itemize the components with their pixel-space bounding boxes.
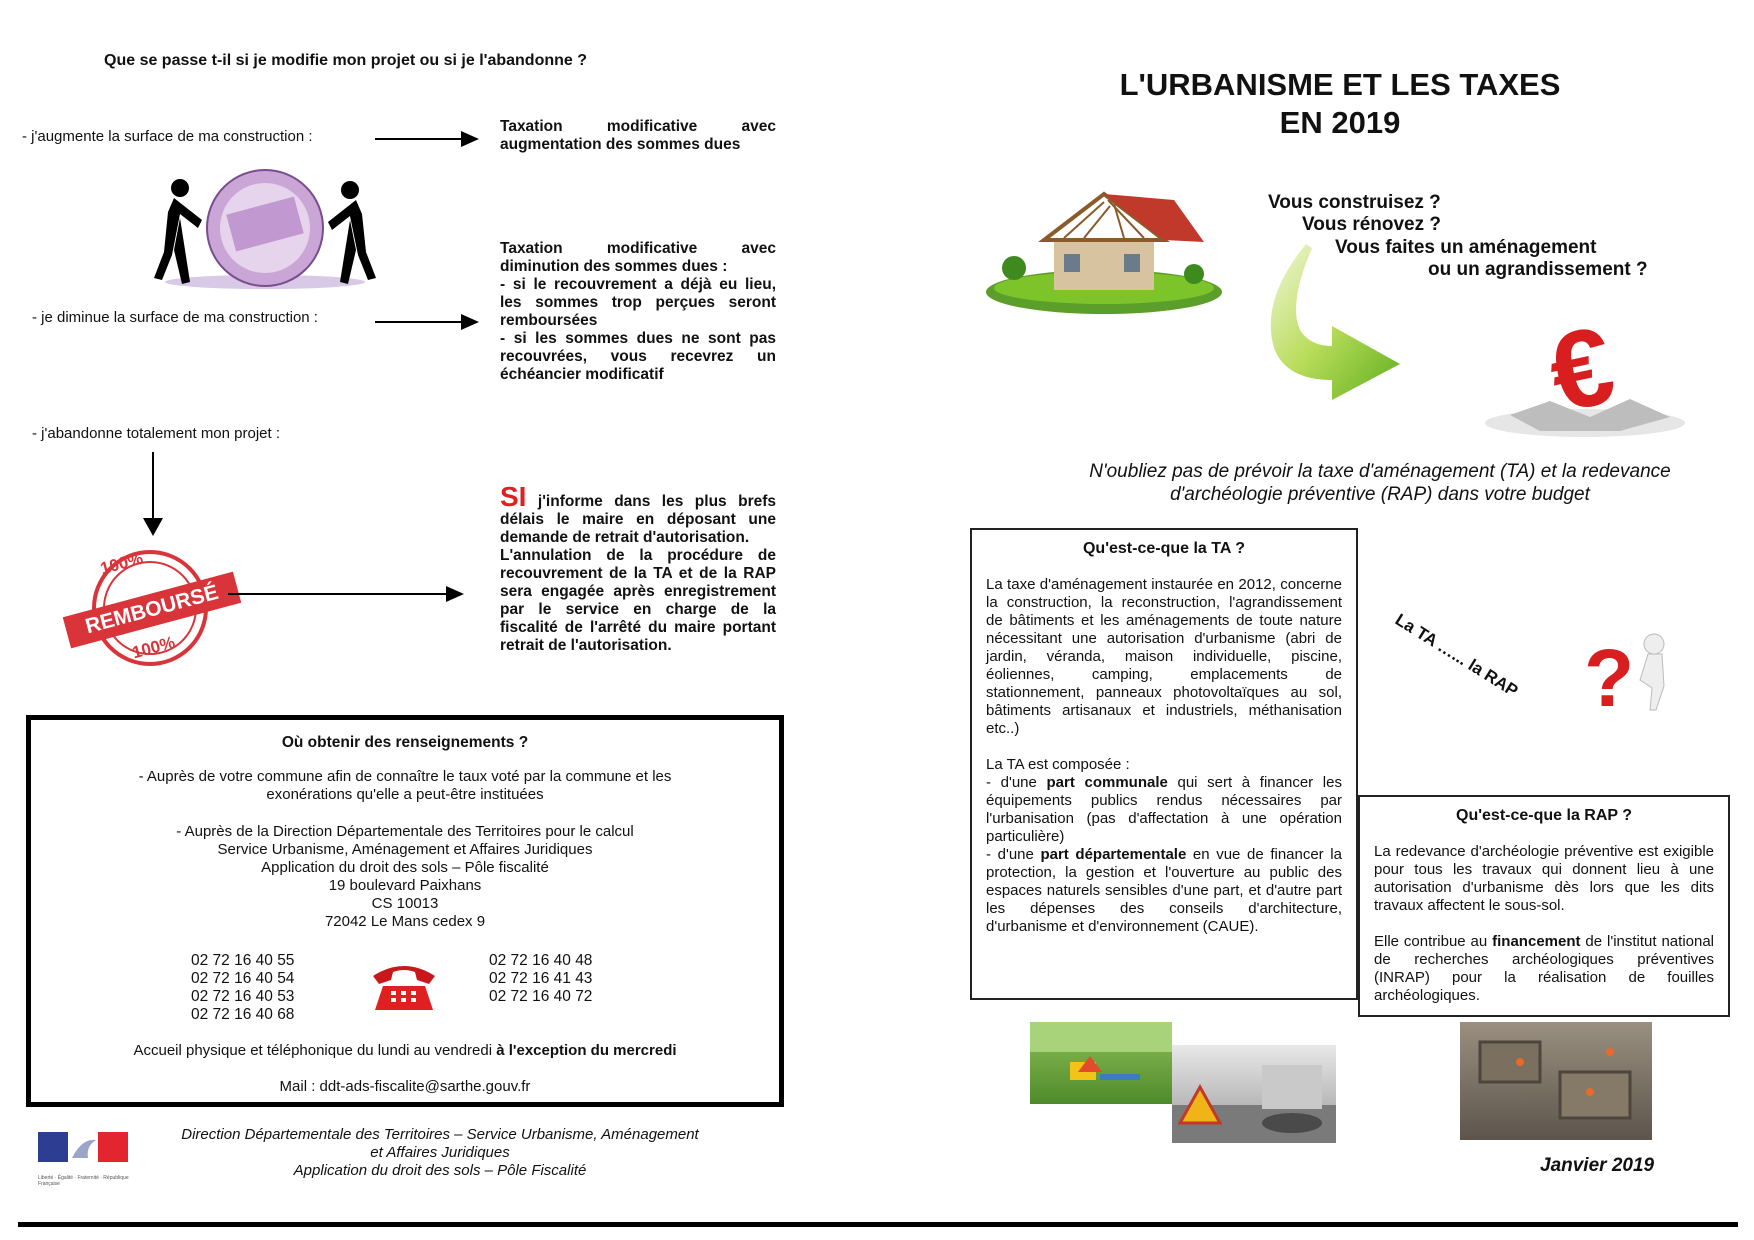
rap-definition: La redevance d'archéologie préventive est exigible pour tous les travaux qui donnent lieu à une autorisation d'urbanisme dès lors que les dits travaux affectent le sous-sol. <box>1374 843 1714 914</box>
stamp-bottom-text: 100% <box>130 632 178 663</box>
case-increase-label: - j'augmente la surface de ma construction : <box>22 128 313 145</box>
info-box <box>26 715 784 1107</box>
euro-crash-image <box>1470 305 1700 445</box>
case-abandon-label: - j'abandonne totalement mon projet : <box>32 425 281 442</box>
budget-reminder: N'oubliez pas de prévoir la taxe d'aménagement (TA) et la redevance d'archéologie préventive (RAP) dans votre budget <box>1089 461 1671 505</box>
ta-rap-label: La TA …... la RAP <box>1391 610 1522 701</box>
info-commune-line2: exonérations qu'elle a peut-être instituées <box>266 786 544 803</box>
money-ball-image <box>150 160 380 290</box>
question-amenagement: Vous faites un aménagement <box>1335 237 1597 258</box>
contact-email[interactable]: Mail : ddt-ads-fiscalite@sarthe.gouv.fr <box>279 1078 531 1095</box>
ta-definition: La taxe d'aménagement instaurée en 2012, concerne la construction, la reconstruction, l'agrandissement de bâtiments et les aménagements de toute nature nécessitant une autorisation d'urbanisme (abri de jardin, véranda, maison individuelle, piscine, éoliennes, camping, emplacements de stationnement, panneaux photovoltaïques au sol, bâtiments artisanaux et industriels, méthanisation etc..) <box>986 576 1342 737</box>
ta-composition: La TA est composée : <box>986 756 1130 773</box>
arrow-right-icon <box>375 321 475 323</box>
phone-number[interactable]: 02 72 16 40 68 <box>191 1006 295 1023</box>
arrow-down-icon <box>152 452 154 522</box>
stamp-top-text: 100% <box>98 548 146 579</box>
question-mark-figure-icon <box>1570 630 1690 720</box>
info-commune-line1: - Auprès de votre commune afin de connaître le taux voté par la commune et les <box>138 768 672 785</box>
opening-hours: Accueil physique et téléphonique du lundi au vendredi à l'exception du mercredi <box>133 1042 677 1059</box>
case-increase-result: Taxation modificative avec augmentation des sommes dues <box>500 118 776 153</box>
page-title: L'URBANISME ET LES TAXES EN 2019 <box>1119 67 1561 140</box>
arrow-right-icon <box>375 138 475 140</box>
playground-photo <box>1030 1022 1172 1104</box>
info-city: 72042 Le Mans cedex 9 <box>324 913 486 930</box>
case-decrease-label: - je diminue la surface de ma construction : <box>32 309 318 326</box>
section-question: Que se passe t-il si je modifie mon projet ou si je l'abandonne ? <box>104 52 588 69</box>
phone-number[interactable]: 02 72 16 40 53 <box>191 988 295 1005</box>
house-construction-image <box>984 180 1224 320</box>
info-pole: Application du droit des sols – Pôle fiscalité <box>261 859 549 876</box>
phone-number[interactable]: 02 72 16 40 55 <box>191 952 295 969</box>
info-ddt-line: - Auprès de la Direction Départementale des Territoires pour le calcul <box>176 823 634 840</box>
telephone-icon <box>369 960 439 1017</box>
case-decrease-refund: - si le recouvrement a déjà eu lieu, les sommes trop perçues seront remboursées <box>500 276 776 329</box>
case-abandon-result <box>500 481 777 655</box>
question-agrandissement: ou un agrandissement ? <box>1428 259 1648 280</box>
ta-box <box>970 528 1358 1000</box>
ta-box-title: Qu'est-ce-que la TA ? <box>1082 540 1246 557</box>
logo-text: Liberté · Égalité · Fraternité · République Française <box>38 1175 129 1187</box>
phone-list-left <box>191 952 294 1024</box>
ta-part-communale: - d'une part communale qui sert à financer les équipements publics rendus nécessaires par l'urbanisation (pas d'affectation à une opération particulière) <box>986 774 1342 845</box>
question-construire: Vous construisez ? <box>1268 192 1441 213</box>
phone-list-right <box>489 952 592 1006</box>
case-decrease-result <box>500 240 776 384</box>
si-word: SI <box>500 481 527 512</box>
info-cs: CS 10013 <box>371 895 439 912</box>
green-curved-arrow-icon <box>1240 240 1410 410</box>
rap-box-title: Qu'est-ce-que la RAP ? <box>1456 807 1632 824</box>
arrow-right-icon <box>228 593 460 595</box>
footer-credit: Direction Départementale des Territoires – Service Urbanisme, Aménagement et Affaires Juridiques Application du droit des sols – Pôle Fiscalité <box>181 1126 699 1179</box>
info-box-title: Où obtenir des renseignements ? <box>281 734 529 751</box>
roadworks-photo <box>1172 1045 1336 1143</box>
svg-text:?: ? <box>1584 633 1635 720</box>
phone-number[interactable]: 02 72 16 40 54 <box>191 970 295 987</box>
refund-stamp <box>70 548 230 668</box>
marianne-logo <box>38 1132 130 1188</box>
abandon-inform-text: j'informe dans les plus brefs délais le maire en déposant une demande de retrait d'autorisation. <box>500 493 777 546</box>
phone-number[interactable]: 02 72 16 40 48 <box>489 952 593 969</box>
rap-box <box>1358 795 1730 1017</box>
svg-text:€: € <box>1538 305 1625 436</box>
case-decrease-intro: Taxation modificative avec diminution des sommes dues : <box>500 240 776 275</box>
stamp-word: REMBOURSÉ <box>63 572 241 648</box>
publication-date: Janvier 2019 <box>1540 1155 1655 1176</box>
case-decrease-schedule: - si les sommes dues ne sont pas recouvrées, vous recevrez un échéancier modificatif <box>500 330 776 383</box>
bottom-rule <box>18 1222 1738 1227</box>
archaeology-dig-photo <box>1460 1022 1652 1140</box>
info-address: 19 boulevard Paixhans <box>328 877 482 894</box>
info-service: Service Urbanisme, Aménagement et Affaires Juridiques <box>217 841 593 858</box>
phone-number[interactable]: 02 72 16 41 43 <box>489 970 593 987</box>
ta-part-departementale: - d'une part départementale en vue de financer la protection, la gestion et l'ouverture au public des espaces naturels sensibles d'une part, et d'autre part les dépenses des conseils d'architecture, d'urbanisme et d'environnement (CAUE). <box>986 846 1342 935</box>
rap-financement: Elle contribue au financement de l'institut national de recherches archéologiques préventives (INRAP) pour la réalisation de fouilles archéologiques. <box>1374 933 1715 1004</box>
abandon-cancel-text: L'annulation de la procédure de recouvrement de la TA et de la RAP sera engagée après enregistrement par le service en charge de la fiscalité de l'arrêté du maire portant retrait de l'autorisation. <box>500 547 776 654</box>
question-renover: Vous rénovez ? <box>1302 214 1442 235</box>
phone-number[interactable]: 02 72 16 40 72 <box>489 988 593 1005</box>
arrow-down-head-icon <box>143 518 163 536</box>
